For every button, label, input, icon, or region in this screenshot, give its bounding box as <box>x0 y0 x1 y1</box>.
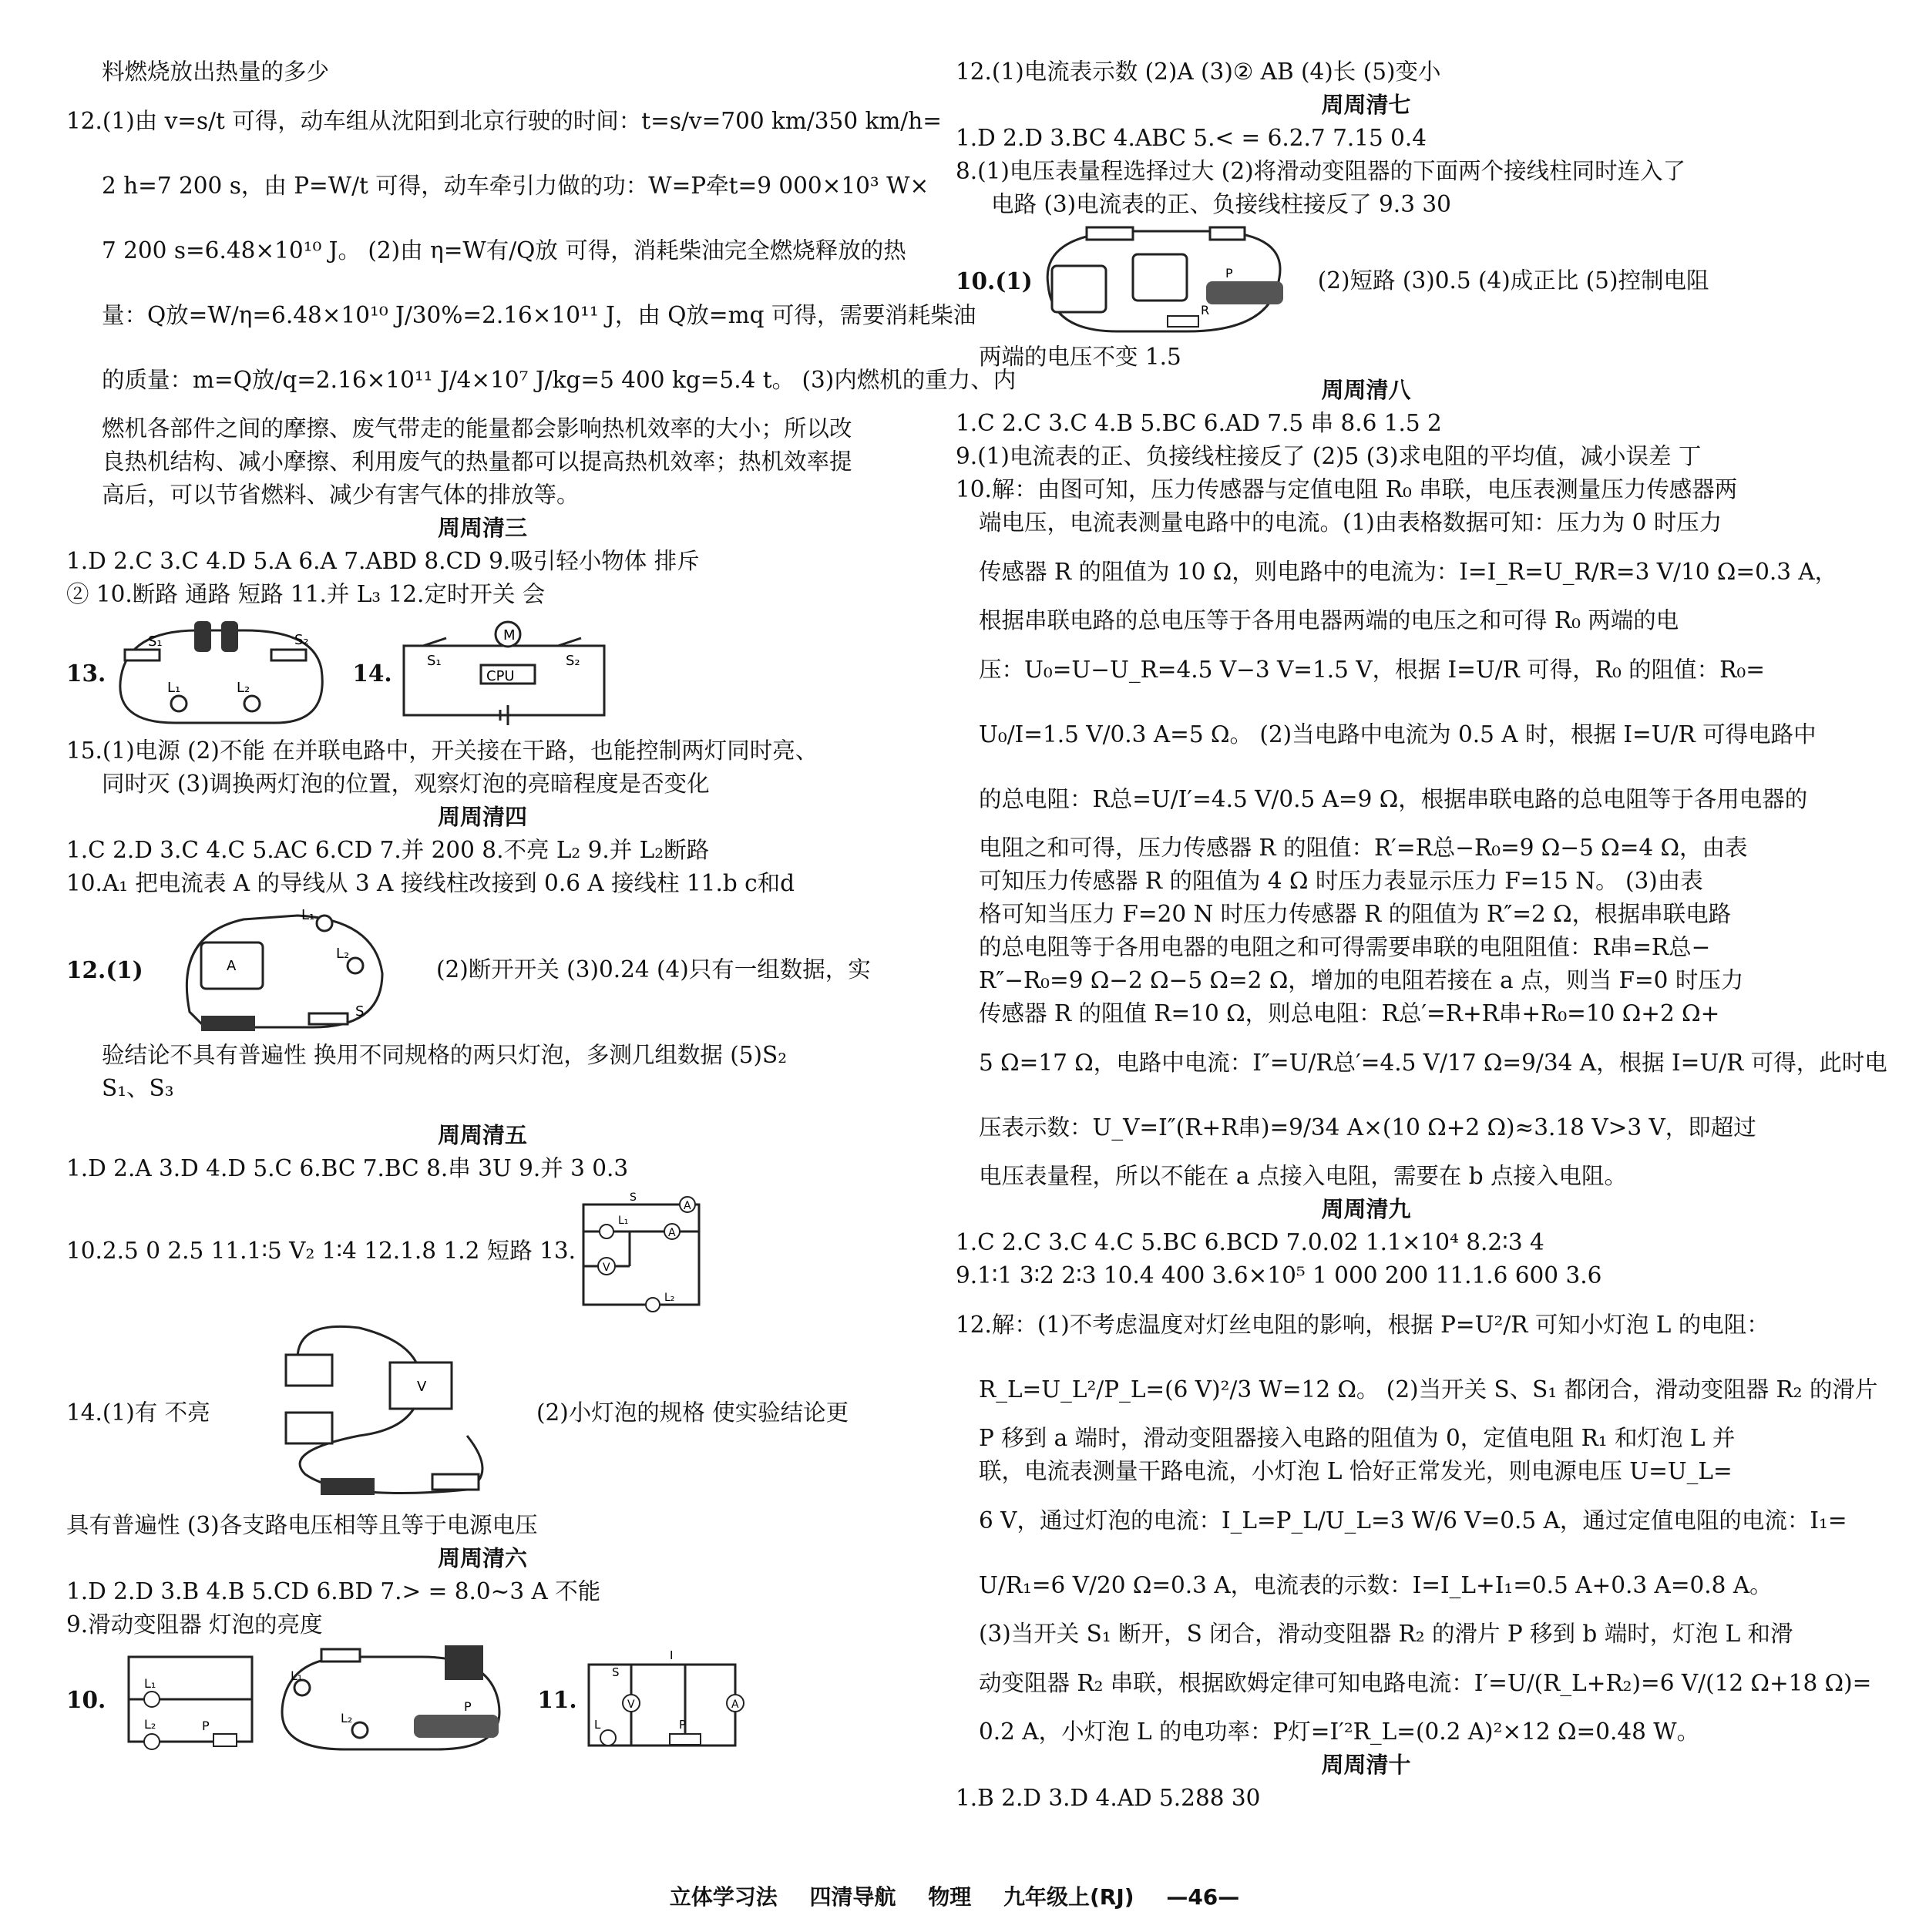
circuit-10-diagram <box>106 1645 267 1753</box>
text-line: 14.(1)有 不亮 <box>66 1399 210 1426</box>
text-line: (3)当开关 S₁ 断开，S 闭合，滑动变阻器 R₂ 的滑片 P 移到 b 端时，灯泡 L 和滑 <box>979 1621 1793 1647</box>
figure-row-5-13 <box>66 1185 899 1316</box>
text-line: 15.(1)电源 (2)不能 在并联电路中，开关接在干路，也能控制两灯同时亮、 <box>66 738 818 764</box>
text-line: 传感器 R 的阻值 R=10 Ω，则总电阻：R总′=R+R串+R₀=10 Ω+2 Ω+ <box>979 1000 1720 1026</box>
text-line: 1.B 2.D 3.D 4.AD 5.288 30 <box>956 1785 1261 1811</box>
lamp-l2-label: L₂ <box>144 1717 156 1732</box>
text-line: 0.2 A，小灯泡 L 的电功率：P灯=I′²R_L=(0.2 A)²×12 Ω=0.48 W。 <box>979 1719 1700 1745</box>
text-line: 1.D 2.D 3.BC 4.ABC 5.< = 6.2.7 7.15 0.4 <box>956 125 1427 151</box>
slider-p-label: P <box>464 1699 472 1714</box>
lamp-l2-label: L₂ <box>336 946 350 962</box>
switch-s1-label: S₁ <box>426 653 442 669</box>
text-line: 2 h=7 200 s，由 P=W/t 可得，动车牵引力做的功：W=P牵t=9 000×10³ W× <box>102 173 929 199</box>
figure-label: 14. <box>352 659 392 687</box>
section-title: 周周清三 <box>437 515 527 541</box>
lamp-l2-label: L₂ <box>664 1292 675 1304</box>
text-line: 6 V，通过灯泡的电流：I_L=P_L/U_L=3 W/6 V=0.5 A，通过定值电阻的电流：I₁= <box>979 1507 1847 1534</box>
section-title: 周周清十 <box>1321 1752 1411 1778</box>
text-line: S₁、S₃ <box>102 1075 174 1101</box>
text-line: 两端的电压不变 1.5 <box>979 344 1181 370</box>
lamp-l1-label: L₁ <box>301 907 315 923</box>
figure-row-7-10 <box>956 221 1776 341</box>
footer-brand: 四清导航 <box>809 1884 896 1910</box>
text-line: 5 Ω=17 Ω，电路中电流：I″=U/R总′=4.5 V/17 Ω=9/34 A，根据 I=U/R 可得，此时电 <box>979 1050 1887 1076</box>
figure-label: 10.(1) <box>956 267 1033 294</box>
section-title: 周周清四 <box>437 804 527 830</box>
text-line: 12.(1)由 v=s/t 可得，动车组从沈阳到北京行驶的时间：t=s/v=700 km/350 km/h= <box>66 108 942 134</box>
left-column <box>66 55 1017 1757</box>
switch-label: S <box>611 1665 620 1679</box>
circuit-11-diagram <box>577 1645 747 1753</box>
lamp-label: L <box>593 1718 601 1732</box>
text-line: ② 10.断路 通路 短路 11.并 L₃ 12.定时开关 会 <box>66 581 546 607</box>
figure-row-14 <box>66 1316 899 1509</box>
section-title: 周周清七 <box>1321 92 1411 118</box>
switch-label: S <box>630 1191 637 1204</box>
footer-grade: 九年级上(RJ) <box>1003 1884 1134 1910</box>
text-line: 端电压，电流表测量电路中的电流。(1)由表格数据可知：压力为 0 时压力 <box>979 509 1722 536</box>
text-line: 良热机结构、减小摩擦、利用废气的热量都可以提高热机效率；热机效率提 <box>102 449 852 475</box>
text-line: 动变阻器 R₂ 串联，根据欧姆定律可知电路电流：I′=U/(R_L+R₂)=6 V/(12 Ω+18 Ω)= <box>979 1670 1872 1696</box>
circuit-10-physical-diagram <box>267 1641 522 1757</box>
text-line: 7 200 s=6.48×10¹⁰ J。 (2)由 η=W有/Q放 可得，消耗柴油完全燃烧释放的热 <box>102 237 906 264</box>
text-line: 根据串联电路的总电压等于各用电器两端的电压之和可得 R₀ 两端的电 <box>979 607 1679 633</box>
text-line: 1.D 2.C 3.C 4.D 5.A 6.A 7.ABD 8.CD 9.吸引轻小物体 排斥 <box>66 548 700 574</box>
switch-s2-label: S₂ <box>565 653 580 669</box>
switch-s1-label: S₁ <box>148 633 163 650</box>
circuit-7-10-diagram <box>1033 223 1295 339</box>
text-line: 可知压力传感器 R 的阻值为 4 Ω 时压力表显示压力 F=15 N。 (3)由表 <box>979 868 1703 894</box>
lamp-l2-label: L₂ <box>341 1711 353 1725</box>
text-line: P 移到 a 端时，滑动变阻器接入电路的阻值为 0，定值电阻 R₁ 和灯泡 L 并 <box>979 1425 1736 1451</box>
text-line: U₀/I=1.5 V/0.3 A=5 Ω。 (2)当电路中电流为 0.5 A 时，根据 I=U/R 可得电路中 <box>979 721 1817 748</box>
text-line: 的总电阻：R总=U/I′=4.5 V/0.5 A=9 Ω，根据串联电路的总电阻等于各用电器的 <box>979 786 1808 812</box>
figure-label: 13. <box>66 659 106 687</box>
text-line: 1.D 2.A 3.D 4.D 5.C 6.BC 7.BC 8.串 3U 9.并 3 0.3 <box>66 1155 629 1181</box>
text-line: 压：U₀=U−U_R=4.5 V−3 V=1.5 V，根据 I=U/R 可得，R₀ 的阻值：R₀= <box>979 657 1765 683</box>
switch-label: S <box>355 1003 365 1020</box>
text-line: 格可知当压力 F=20 N 时压力传感器 R 的阻值为 R″=2 Ω，根据串联电路 <box>979 901 1732 927</box>
text-line: 8.(1)电压表量程选择过大 (2)将滑动变阻器的下面两个接线柱同时连入了 <box>956 158 1686 184</box>
figure-row-12 <box>66 900 899 1039</box>
lamp-l1-label: L₁ <box>144 1676 156 1691</box>
text-line: 9.1∶1 3∶2 2∶3 10.4 400 3.6×10⁵ 1 000 200 11.1.6 600 3.6 <box>956 1262 1602 1289</box>
slider-p-label: P <box>1225 265 1233 281</box>
text-line: 12.(1)电流表示数 (2)A (3)② AB (4)长 (5)变小 <box>956 59 1441 85</box>
page-number: —46— <box>1166 1884 1240 1910</box>
text-line: 的质量：m=Q放/q=2.16×10¹¹ J/4×10⁷ J/kg=5 400 kg=5.4 t。 (3)内燃机的重力、内 <box>102 367 1017 393</box>
figure-label: 10. <box>66 1685 106 1713</box>
lamp-l2-label: L₂ <box>237 680 250 696</box>
section-title: 周周清八 <box>1321 377 1411 403</box>
text-line: (2)断开开关 (3)0.24 (4)只有一组数据，实 <box>436 956 871 983</box>
text-line: U/R₁=6 V/20 Ω=0.3 A，电流表的示数：I=I_L+I₁=0.5 A+0.3 A=0.8 A。 <box>979 1572 1773 1598</box>
text-line: 同时灭 (3)调换两灯泡的位置，观察灯泡的亮暗程度是否变化 <box>102 771 710 797</box>
text-line: 压表示数：U_V=I″(R+R串)=9/34 A×(10 Ω+2 Ω)≈3.18 V>3 V，即超过 <box>979 1114 1756 1141</box>
resistor-r-label: R <box>1200 302 1209 318</box>
cpu-label: CPU <box>486 668 515 684</box>
slider-p-label: P <box>202 1719 210 1733</box>
text-line: 联，电流表测量干路电流，小灯泡 L 恰好正常发光，则电源电压 U=U_L= <box>979 1458 1733 1484</box>
text-line: 电阻之和可得，压力传感器 R 的阻值：R′=R总−R₀=9 Ω−5 Ω=4 Ω，由表 <box>979 835 1748 861</box>
footer-series: 立体学习法 <box>669 1884 778 1910</box>
lamp-l1-label: L₁ <box>291 1668 303 1683</box>
figure-label: 11. <box>537 1685 577 1713</box>
circuit-5-13-diagram <box>576 1189 707 1312</box>
section-title: 周周清五 <box>437 1122 527 1148</box>
text-line: 电路 (3)电流表的正、负接线柱接反了 9.3 30 <box>991 191 1451 217</box>
text-line: 9.滑动变阻器 灯泡的亮度 <box>66 1611 323 1638</box>
circuit-14-experiment-diagram <box>267 1320 513 1505</box>
text-line: R″−R₀=9 Ω−2 Ω−5 Ω=2 Ω，增加的电阻若接在 a 点，则当 F=0 时压力 <box>979 967 1744 993</box>
figure-row-13-14 <box>66 611 899 734</box>
text-line: 料燃烧放出热量的多少 <box>102 59 330 85</box>
text-line: 1.C 2.D 3.C 4.C 5.AC 6.CD 7.并 200 8.不亮 L₂ 9.并 L₂断路 <box>66 837 710 863</box>
switch-s2-label: S₂ <box>294 632 309 648</box>
text-line: 高后，可以节省燃料、减少有害气体的排放等。 <box>102 482 580 508</box>
ammeter-label: A <box>684 1200 691 1212</box>
text-line: 10.解：由图可知，压力传感器与定值电阻 R₀ 串联，电压表测量压力传感器两 <box>956 476 1738 502</box>
text-line: 的总电阻等于各用电器的电阻之和可得需要串联的电阻阻值：R串=R总− <box>979 934 1711 960</box>
ammeter-label: A <box>668 1227 676 1239</box>
voltmeter-label: V <box>417 1379 427 1395</box>
circuit-13-diagram <box>106 615 337 731</box>
lamp-l1-label: L₁ <box>618 1215 629 1227</box>
right-column <box>956 55 1887 1815</box>
motor-label: M <box>502 627 516 643</box>
circuit-12-diagram <box>159 904 413 1035</box>
text-line: (2)短路 (3)0.5 (4)成正比 (5)控制电阻 <box>1317 267 1709 294</box>
section-title: 周周清六 <box>437 1545 527 1571</box>
slider-p-label: P <box>678 1718 686 1732</box>
figure-row-10-11 <box>66 1641 899 1757</box>
text-line: (2)小灯泡的规格 使实验结论更 <box>536 1399 849 1426</box>
text-line: 1.C 2.C 3.C 4.C 5.BC 6.BCD 7.0.02 1.1×10⁴ 8.2∶3 4 <box>956 1229 1544 1255</box>
text-line: 燃机各部件之间的摩擦、废气带走的能量都会影响热机效率的大小；所以改 <box>102 415 852 442</box>
text-line: 1.D 2.D 3.B 4.B 5.CD 6.BD 7.> = 8.0~3 A 不能 <box>66 1578 601 1604</box>
voltmeter-label: V <box>603 1262 610 1274</box>
text-line: 9.(1)电流表的正、负接线柱接反了 (2)5 (3)求电阻的平均值，减小误差 丁 <box>956 443 1702 469</box>
page-footer <box>0 1880 1909 1911</box>
footer-subject: 物理 <box>928 1884 972 1910</box>
current-label: I <box>669 1648 674 1662</box>
section-title: 周周清九 <box>1321 1196 1411 1222</box>
circuit-14-diagram <box>392 619 623 727</box>
text-line: 传感器 R 的阻值为 10 Ω，则电路中的电流为：I=I_R=U_R/R=3 V/10 Ω=0.3 A， <box>979 559 1838 585</box>
lamp-l1-label: L₁ <box>167 680 181 696</box>
text-line: 1.C 2.C 3.C 4.B 5.BC 6.AD 7.5 串 8.6 1.5 2 <box>956 410 1442 436</box>
text-line: 具有普遍性 (3)各支路电压相等且等于电源电压 <box>66 1512 538 1538</box>
text-line: 量：Q放=W/η=6.48×10¹⁰ J/30%=2.16×10¹¹ J，由 Q放=mq 可得，需要消耗柴油 <box>102 302 976 328</box>
text-line: 10.2.5 0 2.5 11.1∶5 V₂ 1∶4 12.1.8 1.2 短路 13. <box>66 1237 576 1264</box>
text-line: 12.解：(1)不考虑温度对灯丝电阻的影响，根据 P=U²/R 可知小灯泡 L 的电阻： <box>956 1312 1770 1338</box>
text-line: 验结论不具有普遍性 换用不同规格的两只灯泡，多测几组数据 (5)S₂ <box>102 1042 788 1068</box>
ammeter-label: A <box>227 958 237 974</box>
figure-label: 12.(1) <box>66 956 143 983</box>
text-line: R_L=U_L²/P_L=(6 V)²/3 W=12 Ω。 (2)当开关 S、S₁ 都闭合，滑动变阻器 R₂ 的滑片 <box>979 1376 1878 1403</box>
voltmeter-label: V <box>627 1698 635 1711</box>
text-line: 10.A₁ 把电流表 A 的导线从 3 A 接线柱改接到 0.6 A 接线柱 11.b c和d <box>66 870 795 896</box>
text-line: 电压表量程，所以不能在 a 点接入电阻，需要在 b 点接入电阻。 <box>979 1163 1627 1189</box>
ammeter-label: A <box>731 1698 739 1711</box>
